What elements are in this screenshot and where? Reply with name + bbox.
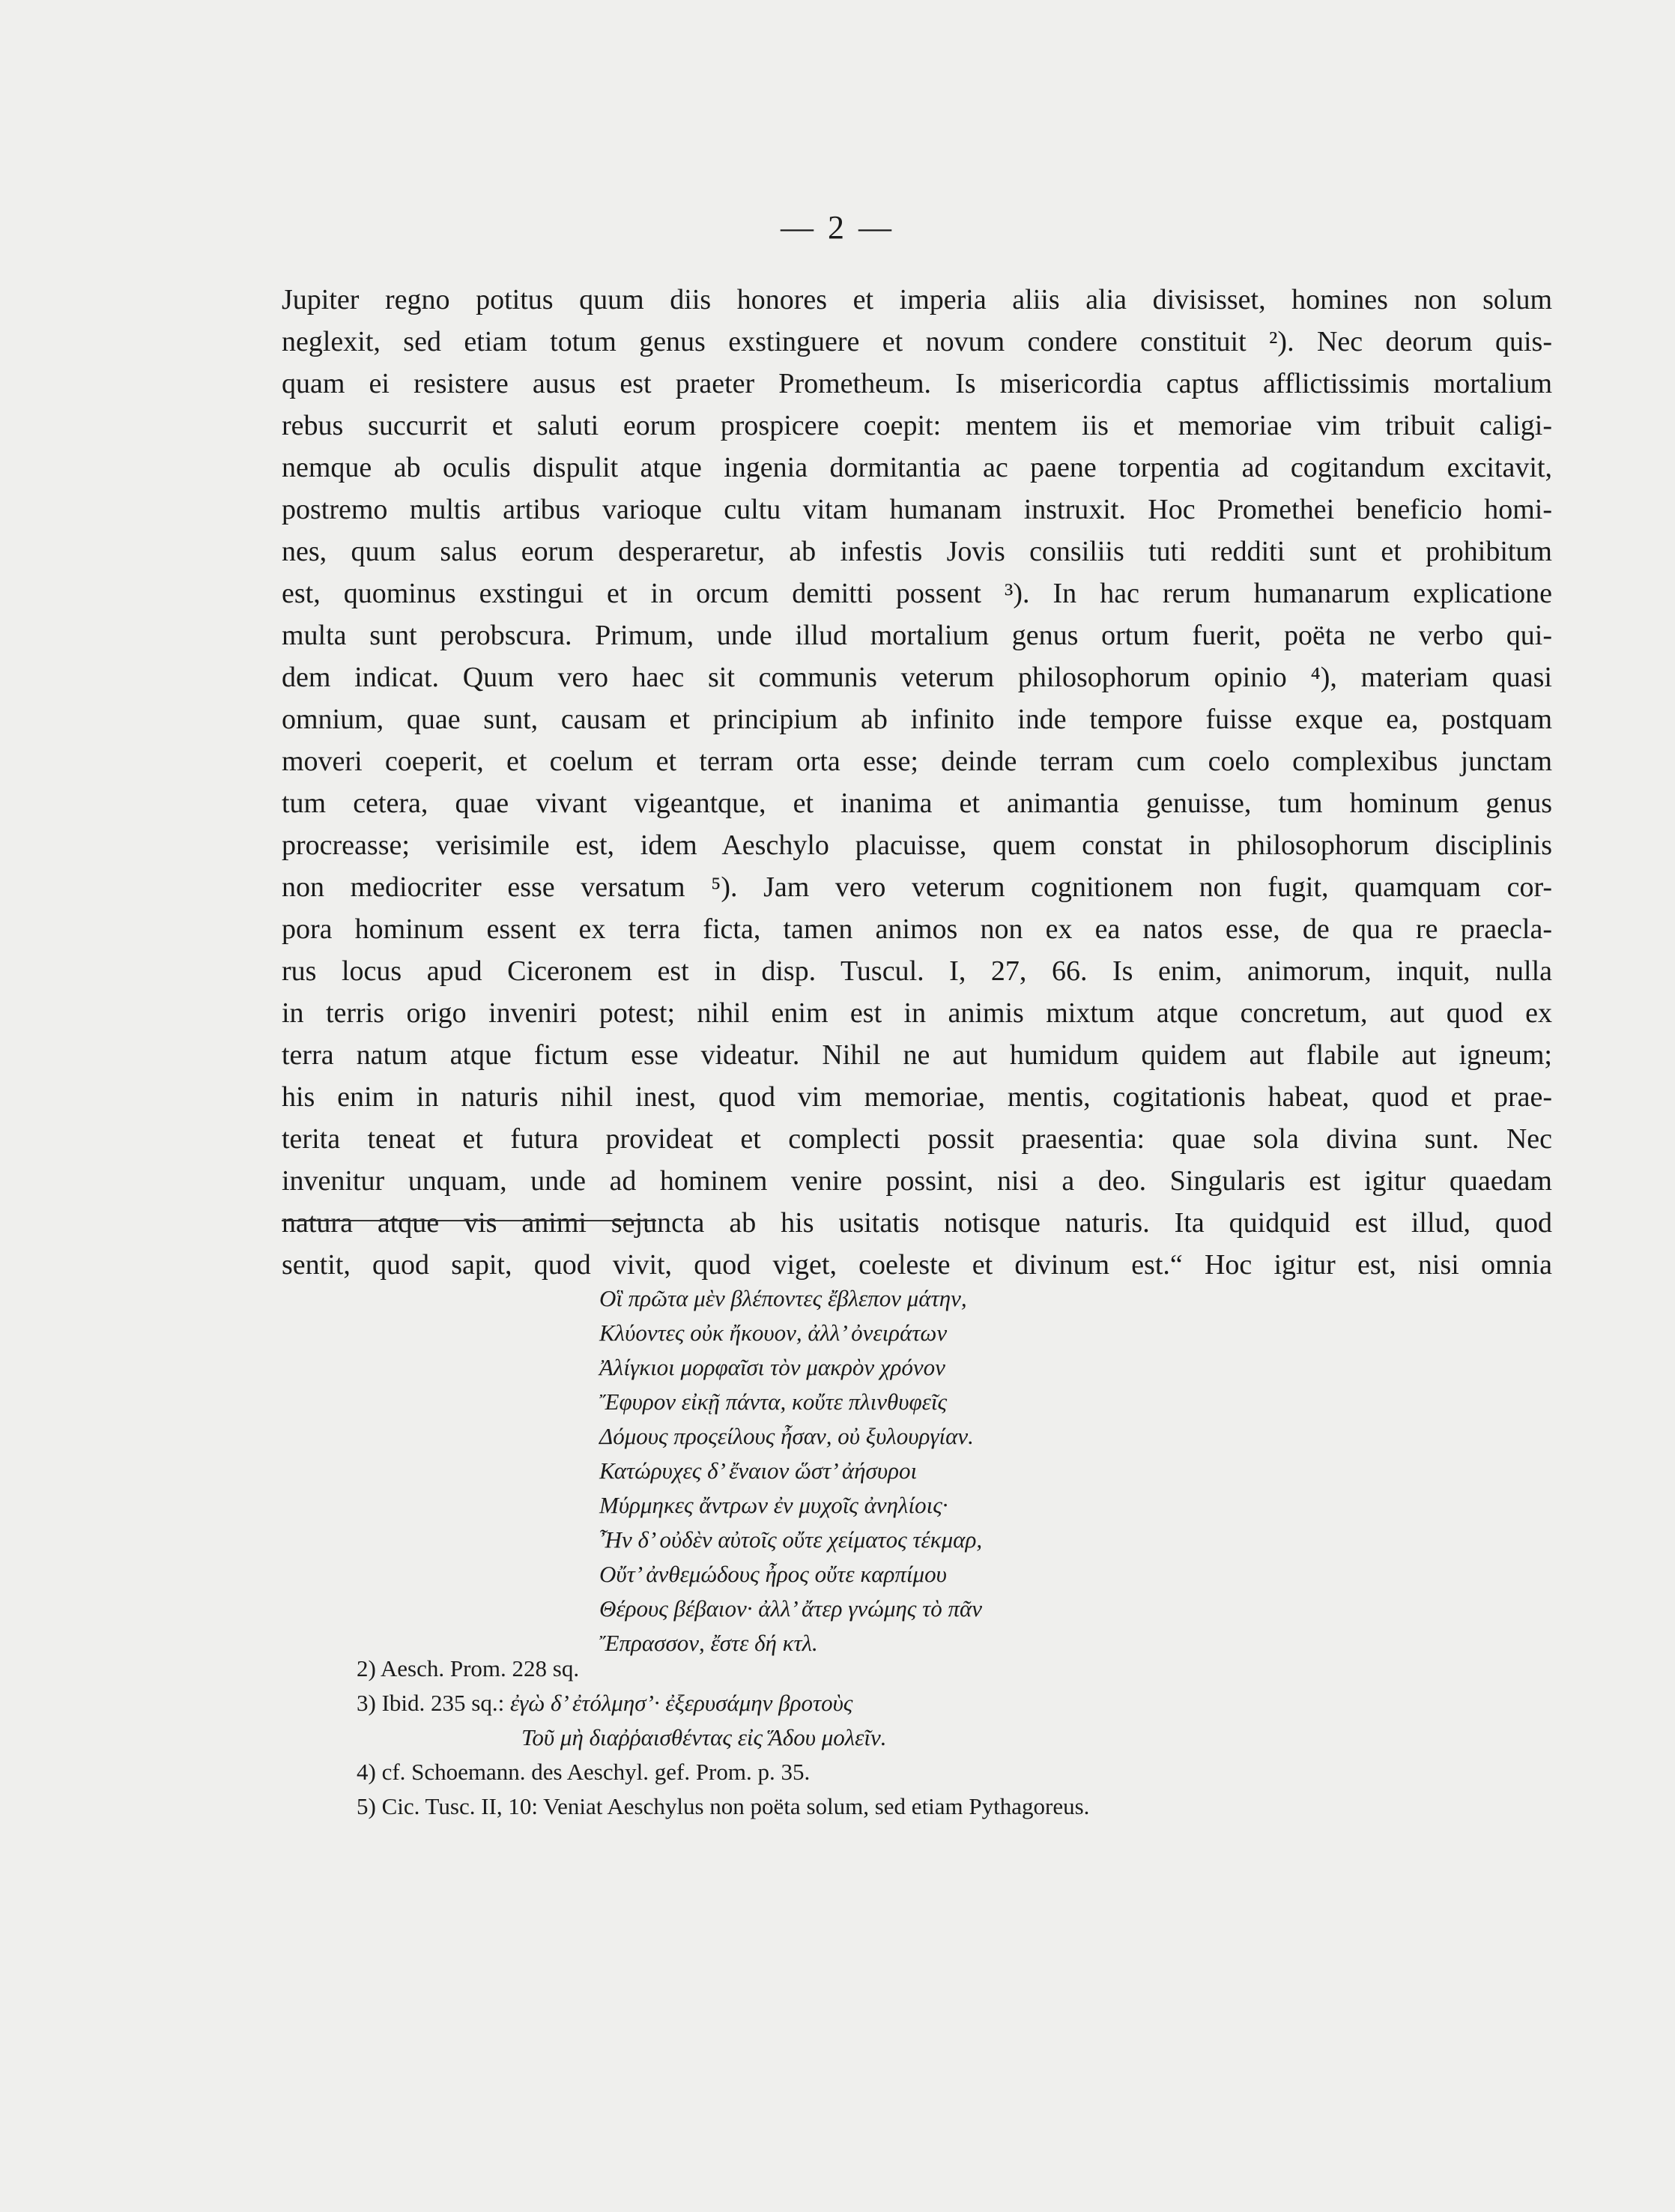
greek-line: Ἦν δ’ οὐδὲν αὐτοῖς οὔτε χείματος τέκμαρ,: [599, 1526, 983, 1553]
text-line: sentit, quod sapit, quod vivit, quod viget, coeleste et divinum est.“ Hoc igitur est, nisi omnia: [282, 1249, 1552, 1281]
text-line: Jupiter regno potitus quum diis honores et imperia aliis alia divisisset, homines non solum: [282, 284, 1552, 315]
page-number: — 2 —: [781, 209, 894, 246]
text-line: natura atque vis animi sejuncta ab his usitatis notisque naturis. Ita quidquid est illud, quod: [282, 1207, 1552, 1239]
greek-line: Οἳ πρῶτα μὲν βλέποντες ἔβλεπον μάτην,: [599, 1285, 967, 1311]
footnotes: [357, 1652, 1480, 1824]
footnote-4: 4) cf. Schoemann. des Aeschyl. gef. Prom. p. 35.: [357, 1759, 811, 1785]
greek-line: Θέρους βέβαιον· ἀλλ’ ἄτερ γνώμης τὸ πᾶν: [599, 1595, 983, 1622]
text-line: invenitur unquam, unde ad hominem venire possint, nisi a deo. Singularis est igitur quaedam: [282, 1165, 1552, 1197]
text-line: postremo multis artibus varioque cultu vitam humanam instruxit. Hoc Promethei beneficio homi-: [282, 494, 1552, 525]
text-line: quam ei resistere ausus est praeter Prometheum. Is misericordia captus afflictissimis mortalium: [282, 368, 1552, 399]
text-line: non mediocriter esse versatum ⁵). Jam vero veterum cognitionem non fugit, quamquam cor-: [282, 871, 1552, 903]
main-text: [282, 279, 1552, 1286]
greek-line: Κλύοντες οὐκ ἤκουον, ἀλλ’ ὀνειράτων: [599, 1320, 948, 1346]
text-line: neglexit, sed etiam totum genus exstinguere et novum condere constituit ²). Nec deorum quis-: [282, 326, 1552, 357]
text-line: rus locus apud Ciceronem est in disp. Tuscul. I, 27, 66. Is enim, animorum, inquit, nulla: [282, 955, 1552, 987]
text-line: pora hominum essent ex terra ficta, tamen animos non ex ea natos esse, de qua re praecla-: [282, 913, 1552, 945]
text-line: est, quominus exstingui et in orcum demitti possent ³). In hac rerum humanarum explicatione: [282, 578, 1552, 609]
text-line: terita teneat et futura provideat et complecti possit praesentia: quae sola divina sunt. Nec: [282, 1123, 1552, 1155]
footnote-3-label: 3) Ibid. 235 sq.:: [357, 1690, 505, 1716]
text-line: omnium, quae sunt, causam et principium ab infinito inde tempore fuisse exque ea, postquam: [282, 704, 1552, 735]
greek-line: Οὔτ’ ἀνθεμώδους ἦρος οὔτε καρπίμου: [599, 1561, 947, 1587]
text-line: procreasse; verisimile est, idem Aeschylo placuisse, quem constat in philosophorum disciplinis: [282, 830, 1552, 861]
greek-line: Δόμους προςείλους ἦσαν, οὐ ξυλουργίαν.: [599, 1423, 974, 1449]
greek-line: Ἔπρασσον, ἔστε δή κτλ.: [599, 1630, 818, 1656]
footnote-divider: [282, 1220, 656, 1221]
greek-line: Ἔφυρον εἰκῇ πάντα, κοὔτε πλινθυφεῖς: [599, 1388, 948, 1415]
greek-line: Μύρμηκες ἄντρων ἐν μυχοῖς ἀνηλίοις·: [599, 1492, 948, 1518]
text-line: dem indicat. Quum vero haec sit communis veterum philosophorum opinio ⁴), materiam quasi: [282, 662, 1552, 693]
text-line: his enim in naturis nihil inest, quod vim memoriae, mentis, cogitationis habeat, quod et prae-: [282, 1081, 1552, 1113]
greek-quotation: [599, 1281, 1273, 1660]
footnote-3-greek: ἐγὼ δ’ ἐτόλμησ’· ἐξερυσάμην βροτοὺς: [509, 1690, 853, 1716]
footnote-2: 2) Aesch. Prom. 228 sq.: [357, 1655, 580, 1681]
text-line: multa sunt perobscura. Primum, unde illud mortalium genus ortum fuerit, poëta ne verbo qui-: [282, 620, 1552, 651]
text-line: moveri coeperit, et coelum et terram orta esse; deinde terram cum coelo complexibus junctam: [282, 746, 1552, 777]
text-line: terra natum atque fictum esse videatur. Nihil ne aut humidum quidem aut flabile aut igneum;: [282, 1039, 1552, 1071]
text-line: nemque ab oculis dispulit atque ingenia dormitantia ac paene torpentia ad cogitandum excitavit,: [282, 452, 1552, 483]
footnote-3: [357, 1686, 1480, 1720]
text-line: in terris origo inveniri potest; nihil enim est in animis mixtum atque concretum, aut quod ex: [282, 997, 1552, 1029]
text-line: tum cetera, quae vivant vigeantque, et inanima et animantia genuisse, tum hominum genus: [282, 788, 1552, 819]
greek-line: Κατώρυχες δ’ ἔναιον ὥστ’ ἀήσυροι: [599, 1457, 918, 1484]
footnote-3-continuation: Τοῦ μὴ διαῤῥαισθέντας εἰς Ἅδου μολεῖν.: [521, 1724, 887, 1750]
text-line: nes, quum salus eorum desperaretur, ab infestis Jovis consiliis tuti redditi sunt et prohibitum: [282, 536, 1552, 567]
greek-line: Ἀλίγκιοι μορφαῖσι τὸν μακρὸν χρόνον: [599, 1354, 945, 1380]
footnote-5: 5) Cic. Tusc. II, 10: Veniat Aeschylus non poëta solum, sed etiam Pythagoreus.: [357, 1793, 1090, 1819]
text-line: rebus succurrit et saluti eorum prospicere coepit: mentem iis et memoriae vim tribuit caligi-: [282, 410, 1552, 441]
